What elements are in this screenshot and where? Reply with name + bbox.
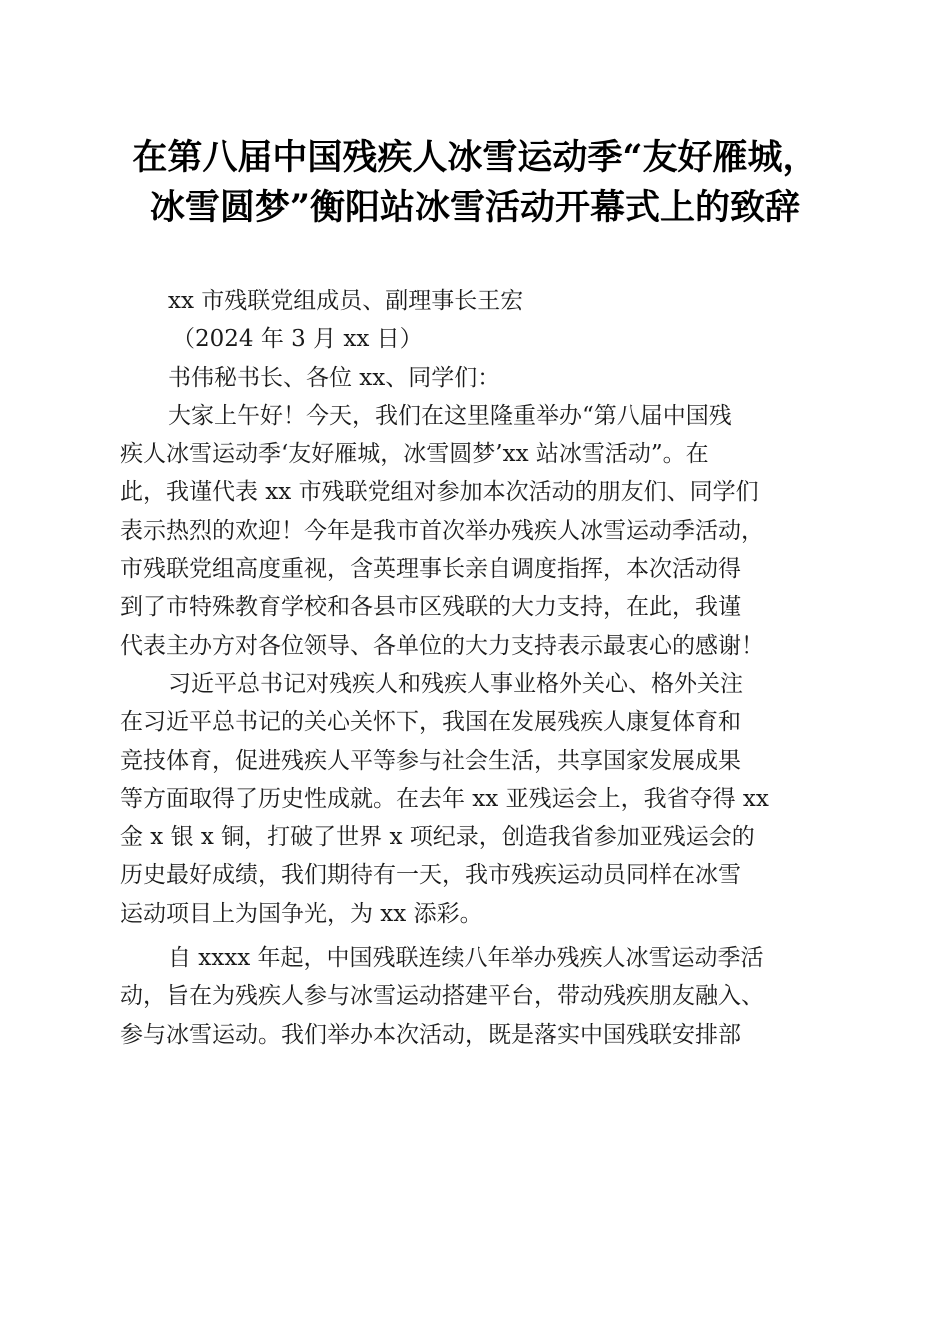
paragraph-2 (120, 665, 830, 933)
salutation-line: 书伟秘书长、各位 xx、同学们： (168, 364, 501, 391)
title-line-2: 冰雪圆梦”衡阳站冰雪活动开幕式上的致辞 (149, 187, 801, 228)
date-line: （2024 年 3 月 xx 日） (172, 326, 423, 353)
paragraph-line: 表示热烈的欢迎！今年是我市首次举办残疾人冰雪运动季活动， (120, 517, 764, 544)
document-title (100, 133, 850, 233)
paragraph-line: 代表主办方对各位领导、各单位的大力支持表示最衷心的感谢！ (120, 632, 764, 659)
paragraph-line: 自 xxxx 年起，中国残联连续八年举办残疾人冰雪运动季活 (168, 945, 764, 972)
speaker-line: xx 市残联党组成员、副理事长王宏 (168, 288, 524, 314)
paragraph-line: 等方面取得了历史性成就。在去年 xx 亚残运会上，我省夺得 xx (120, 785, 769, 812)
paragraph-1 (120, 397, 830, 665)
paragraph-line: 此，我谨代表 xx 市残联党组对参加本次活动的朋友们、同学们 (120, 479, 759, 506)
paragraph-line: 大家上午好！今天，我们在这里隆重举办“第八届中国残 (168, 402, 732, 429)
paragraph-3 (120, 939, 830, 1054)
paragraph-line: 市残联党组高度重视，含英理事长亲自调度指挥，本次活动得 (120, 556, 741, 583)
paragraph-line: 金 x 银 x 铜，打破了世界 x 项纪录，创造我省参加亚残运会的 (120, 824, 755, 851)
paragraph-line: 竞技体育，促进残疾人平等参与社会生活，共享国家发展成果 (120, 747, 741, 774)
paragraph-line: 在习近平总书记的关心关怀下，我国在发展残疾人康复体育和 (120, 709, 741, 736)
paragraph-line: 历史最好成绩，我们期待有一天，我市残疾运动员同样在冰雪 (120, 862, 741, 889)
paragraph-line: 到了市特殊教育学校和各县市区残联的大力支持，在此，我谨 (120, 594, 741, 621)
title-line-1: 在第八届中国残疾人冰雪运动季“友好雁城， (132, 137, 818, 178)
paragraph-line: 习近平总书记对残疾人和残疾人事业格外关心、格外关注 (168, 670, 743, 697)
paragraph-line: 参与冰雪运动。我们举办本次活动，既是落实中国残联安排部 (120, 1021, 741, 1048)
paragraph-line: 疾人冰雪运动季‘友好雁城，冰雪圆梦’xx 站冰雪活动”。在 (120, 441, 709, 468)
document-body (120, 282, 830, 1054)
paragraph-line: 动，旨在为残疾人参与冰雪运动搭建平台，带动残疾朋友融入、 (120, 983, 764, 1010)
paragraph-line: 运动项目上为国争光，为 xx 添彩。 (120, 900, 483, 927)
